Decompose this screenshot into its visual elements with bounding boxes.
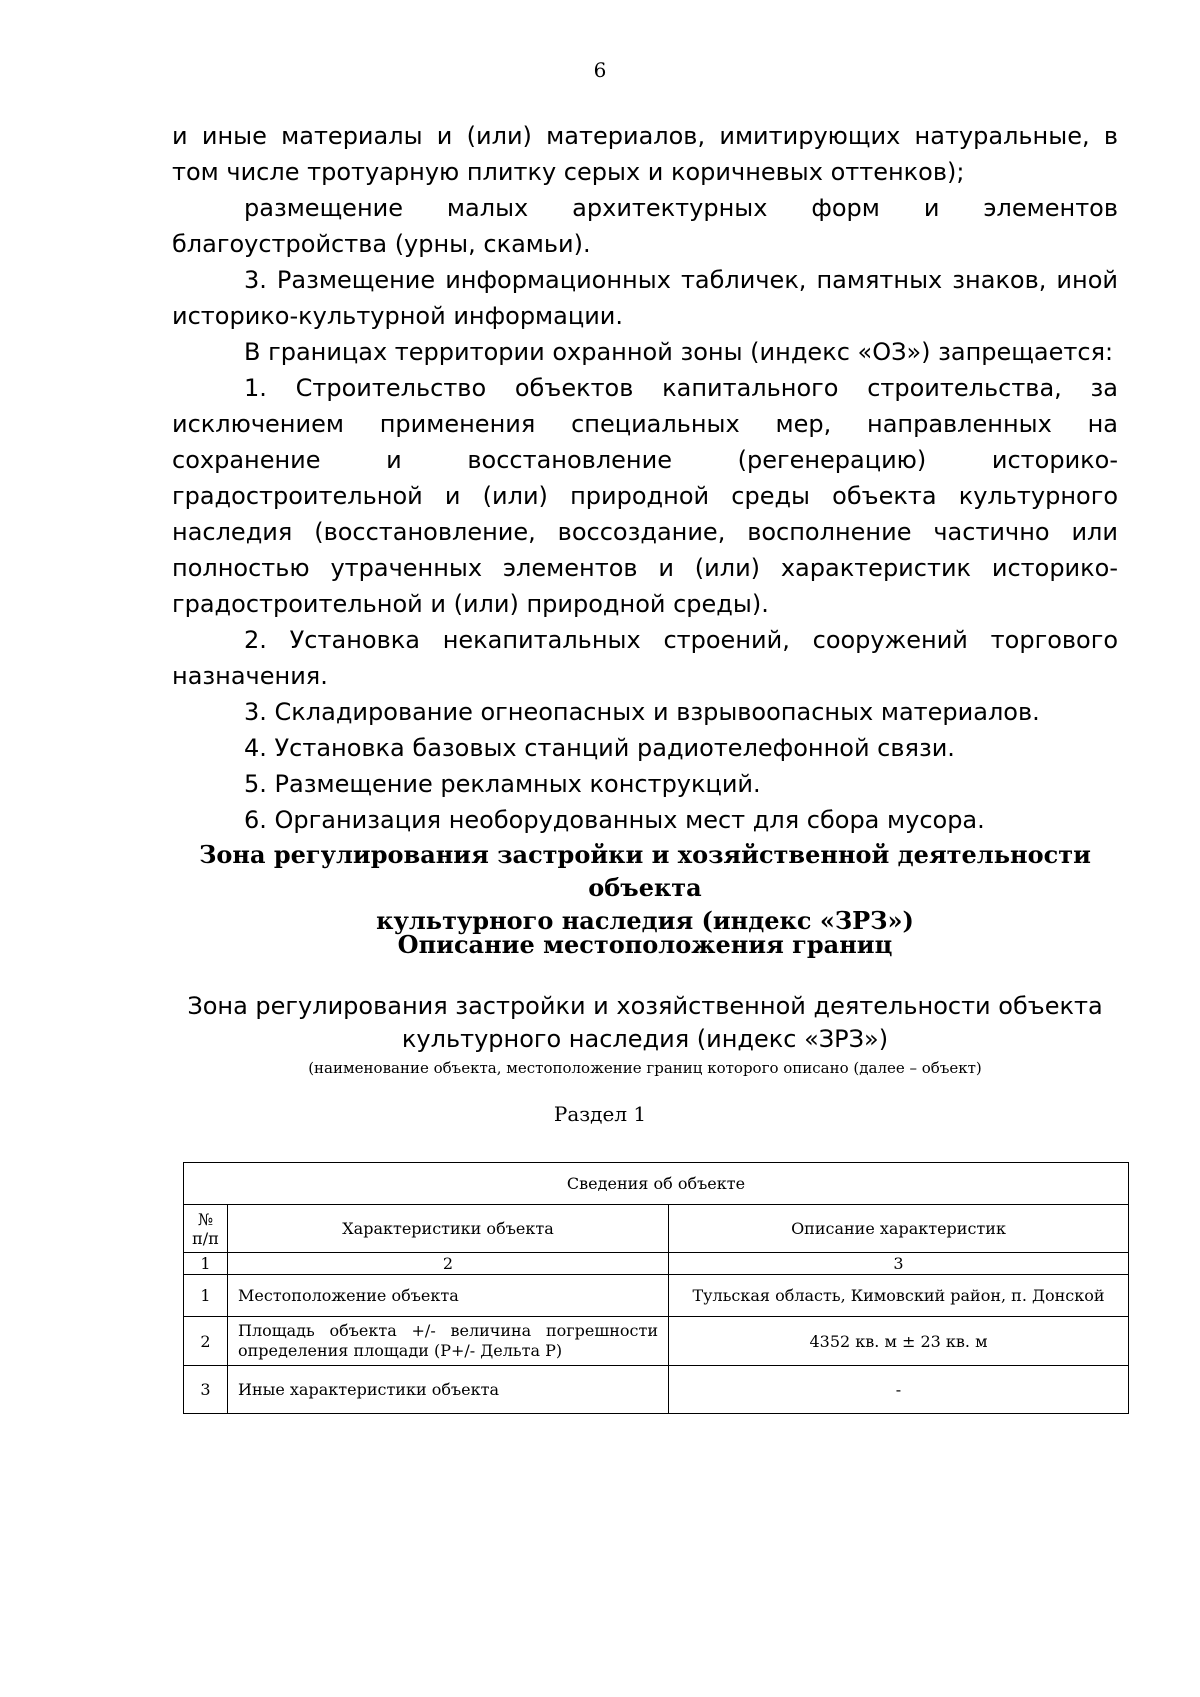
column-number: 2 bbox=[228, 1253, 669, 1275]
object-name bbox=[150, 990, 1140, 1056]
paragraph: 3. Размещение информационных табличек, памятных знаков, иной историко-культурной информации. bbox=[172, 266, 1118, 330]
row-description: 4352 кв. м ± 23 кв. м bbox=[669, 1317, 1129, 1366]
row-characteristic: Иные характеристики объекта bbox=[228, 1366, 669, 1414]
paragraph: В границах территории охранной зоны (индекс «ОЗ») запрещается: bbox=[244, 338, 1114, 366]
row-characteristic: Местоположение объекта bbox=[228, 1275, 669, 1317]
row-number: 1 bbox=[184, 1275, 228, 1317]
page-number: 6 bbox=[593, 58, 607, 82]
object-info-table bbox=[183, 1162, 1129, 1414]
paragraph: 6. Организация необорудованных мест для сбора мусора. bbox=[244, 806, 985, 834]
paragraph: 4. Установка базовых станций радиотелефонной связи. bbox=[244, 734, 955, 762]
table-row bbox=[184, 1366, 1129, 1414]
section-label: Раздел 1 bbox=[553, 1102, 647, 1126]
body-text bbox=[172, 118, 1118, 838]
header-number: № п/п bbox=[184, 1205, 228, 1253]
paragraph: 2. Установка некапитальных строений, сооружений торгового назначения. bbox=[172, 626, 1118, 690]
object-note: (наименование объекта, местоположение границ которого описано (далее – объект) bbox=[308, 1059, 982, 1077]
row-description: Тульская область, Кимовский район, п. Донской bbox=[669, 1275, 1129, 1317]
column-number-row bbox=[184, 1253, 1129, 1275]
zone-heading-line: Зона регулирования застройки и хозяйственной деятельности объекта bbox=[199, 840, 1091, 902]
table-row bbox=[184, 1317, 1129, 1366]
paragraph: 3. Складирование огнеопасных и взрывоопасных материалов. bbox=[244, 698, 1040, 726]
zone-heading bbox=[150, 838, 1140, 937]
paragraph: 5. Размещение рекламных конструкций. bbox=[244, 770, 761, 798]
paragraph: 1. Строительство объектов капитального строительства, за исключением применения специальных мер, направленных на сохранение и восстановление (регенерацию) историко-градостроительной и (или) природной среды объекта культурного наследия (восстановление, воссоздание, восполнение частично или полностью утраченных элементов и (или) характеристик историко-градостроительной и (или) природной среды). bbox=[172, 374, 1118, 618]
description-heading: Описание местоположения границ bbox=[397, 930, 893, 959]
table-title-row bbox=[184, 1163, 1129, 1205]
paragraph: размещение малых архитектурных форм и элементов благоустройства (урны, скамьи). bbox=[172, 194, 1118, 258]
column-number: 1 bbox=[184, 1253, 228, 1275]
object-name-line: Зона регулирования застройки и хозяйственной деятельности объекта bbox=[187, 992, 1103, 1020]
zone-heading-line: культурного наследия (индекс «ЗРЗ») bbox=[376, 906, 914, 935]
row-characteristic: Площадь объекта +/- величина погрешности определения площади (P+/- Дельта P) bbox=[228, 1317, 669, 1366]
column-number: 3 bbox=[669, 1253, 1129, 1275]
object-name-line: культурного наследия (индекс «ЗРЗ») bbox=[401, 1025, 889, 1053]
table-header-row bbox=[184, 1205, 1129, 1253]
row-description: - bbox=[669, 1366, 1129, 1414]
table-row bbox=[184, 1275, 1129, 1317]
row-number: 3 bbox=[184, 1366, 228, 1414]
paragraph: и иные материалы и (или) материалов, имитирующих натуральные, в том числе тротуарную плитку серых и коричневых оттенков); bbox=[172, 122, 1118, 186]
header-characteristic: Характеристики объекта bbox=[228, 1205, 669, 1253]
row-number: 2 bbox=[184, 1317, 228, 1366]
table-title: Сведения об объекте bbox=[184, 1163, 1129, 1205]
header-description: Описание характеристик bbox=[669, 1205, 1129, 1253]
